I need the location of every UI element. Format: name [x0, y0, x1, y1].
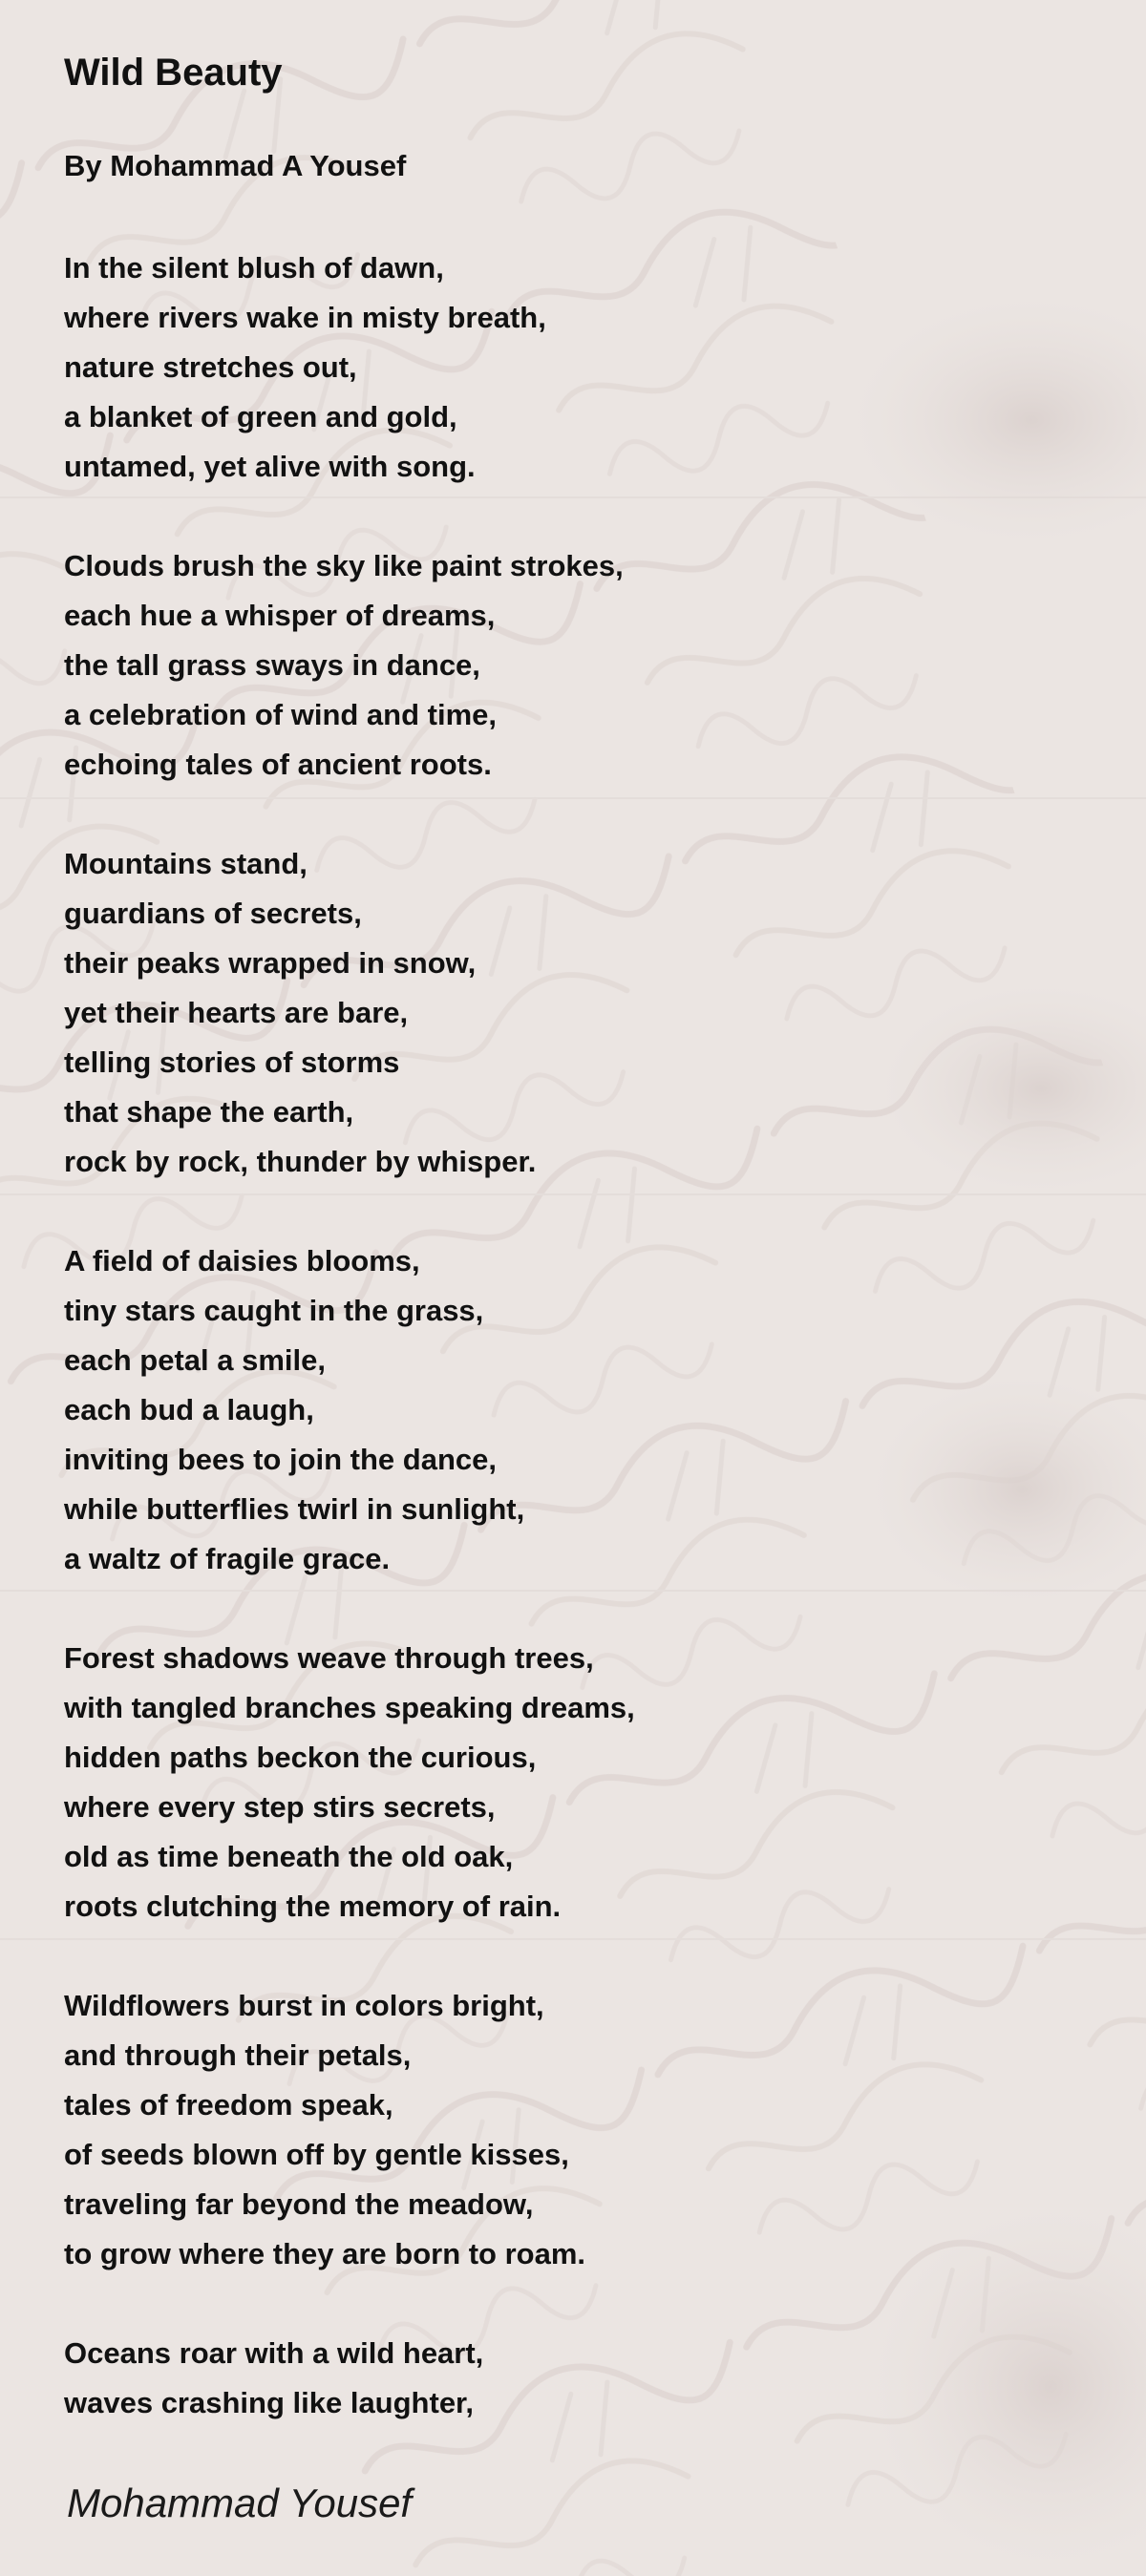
poem-line: a celebration of wind and time,	[64, 698, 498, 731]
poem-line: Wildflowers burst in colors bright,	[64, 1989, 544, 2022]
poem-title: Wild Beauty	[64, 52, 283, 94]
poem-line: a waltz of fragile grace.	[64, 1542, 391, 1575]
stanza	[64, 839, 1019, 1187]
poem-line: and through their petals,	[64, 2038, 412, 2072]
poem-line: of seeds blown off by gentle kisses,	[64, 2138, 569, 2171]
poem-line: waves crashing like laughter,	[64, 2386, 475, 2419]
stanza	[64, 1634, 1019, 1932]
poem-line: traveling far beyond the meadow,	[64, 2187, 534, 2221]
poem-line: Forest shadows weave through trees,	[64, 1641, 594, 1675]
poem-line: Clouds brush the sky like paint strokes,	[64, 549, 624, 582]
poem-line: hidden paths beckon the curious,	[64, 1741, 537, 1774]
poem-line: A field of daisies blooms,	[64, 1244, 420, 1277]
poem-line: each bud a laugh,	[64, 1393, 314, 1426]
stanza	[64, 1236, 1019, 1584]
poem-line: guardians of secrets,	[64, 897, 362, 930]
poem-line: the tall grass sways in dance,	[64, 648, 480, 682]
poem-line: where rivers wake in misty breath,	[64, 301, 546, 334]
stanza	[64, 2329, 1019, 2428]
poem-line: yet their hearts are bare,	[64, 996, 409, 1029]
poem-line: to grow where they are born to roam.	[64, 2237, 586, 2270]
poem-line: echoing tales of ancient roots.	[64, 748, 492, 781]
poem-line: that shape the earth,	[64, 1095, 354, 1129]
poem-body	[64, 243, 1019, 2478]
poem-line: Oceans roar with a wild heart,	[64, 2336, 484, 2370]
poem-line: tiny stars caught in the grass,	[64, 1294, 484, 1327]
poem-line: old as time beneath the old oak,	[64, 1840, 514, 1873]
poem-byline: By Mohammad A Yousef	[64, 149, 407, 182]
author-signature: Mohammad Yousef	[67, 2481, 413, 2525]
stanza	[64, 1981, 1019, 2279]
poem-line: untamed, yet alive with song.	[64, 450, 476, 483]
poem-line: with tangled branches speaking dreams,	[64, 1691, 635, 1724]
poem-line: tales of freedom speak,	[64, 2088, 393, 2122]
poem-line: Mountains stand,	[64, 847, 308, 880]
poem-line: their peaks wrapped in snow,	[64, 946, 477, 980]
poem-line: telling stories of storms	[64, 1045, 400, 1079]
poem-line: nature stretches out,	[64, 350, 357, 384]
poem-line: where every step stirs secrets,	[64, 1790, 496, 1824]
poem-line: In the silent blush of dawn,	[64, 251, 444, 285]
poem-line: each petal a smile,	[64, 1343, 326, 1377]
poem-line: roots clutching the memory of rain.	[64, 1890, 562, 1923]
poem-line: inviting bees to join the dance,	[64, 1443, 497, 1476]
poem-line: each hue a whisper of dreams,	[64, 599, 496, 632]
stanza	[64, 541, 1019, 790]
stanza	[64, 243, 1019, 492]
poem-line: a blanket of green and gold,	[64, 400, 457, 433]
poem-line: rock by rock, thunder by whisper.	[64, 1145, 537, 1178]
poem-line: while butterflies twirl in sunlight,	[64, 1492, 525, 1526]
